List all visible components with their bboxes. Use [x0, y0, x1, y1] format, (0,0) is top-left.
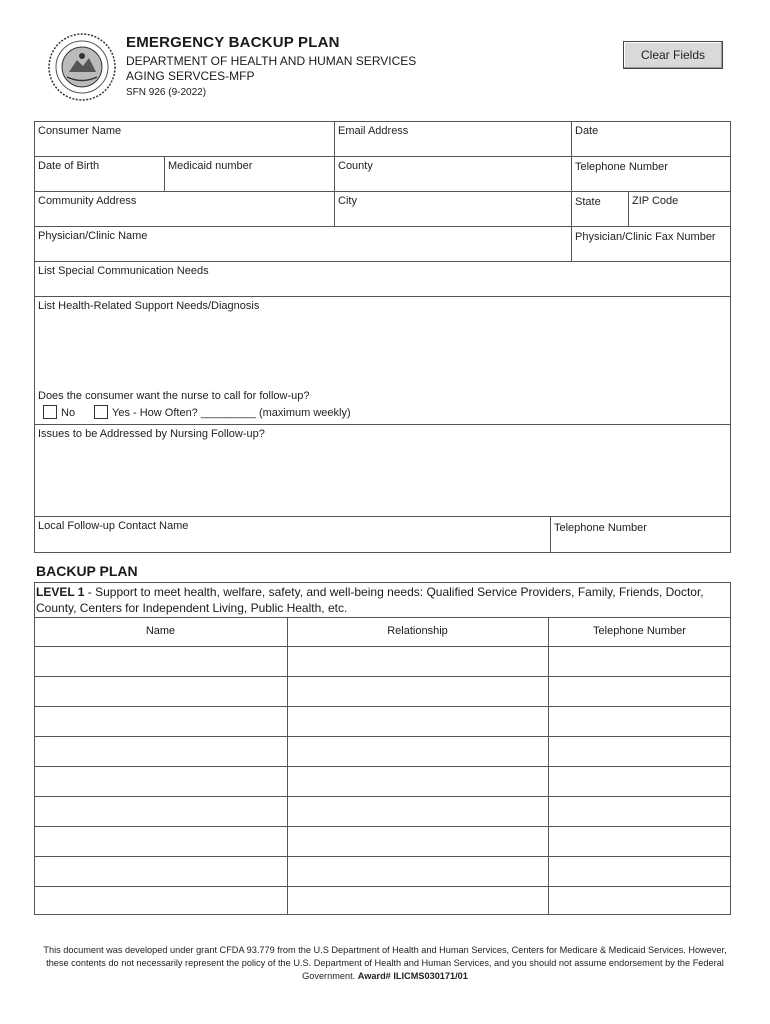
no-checkbox-label: No	[61, 407, 76, 419]
level-label: LEVEL 1	[36, 585, 85, 599]
dob-field[interactable]: Date of Birth	[38, 160, 100, 172]
local-contact-field[interactable]: Local Follow-up Contact Name	[38, 520, 189, 532]
column-header-telephone: Telephone Number	[593, 625, 686, 637]
state-field[interactable]: State	[575, 196, 601, 208]
table-row[interactable]	[34, 826, 731, 827]
table-row[interactable]	[34, 886, 731, 887]
consumer-name-field[interactable]: Consumer Name	[38, 125, 122, 137]
issues-field[interactable]: Issues to be Addressed by Nursing Follow-up?	[38, 428, 265, 440]
address-field[interactable]: Community Address	[38, 195, 137, 207]
email-field[interactable]: Email Address	[338, 125, 409, 137]
division-name: AGING SERVCES-MFP	[126, 69, 255, 83]
table-row[interactable]	[34, 736, 731, 737]
column-header-name: Name	[145, 625, 176, 637]
table-row[interactable]	[34, 766, 731, 767]
table-row[interactable]	[34, 646, 731, 647]
zip-field[interactable]: ZIP Code	[632, 195, 679, 207]
local-telephone-field[interactable]: Telephone Number	[554, 522, 647, 534]
grant-disclaimer	[40, 944, 730, 983]
backup-plan-title: BACKUP PLAN	[36, 563, 138, 579]
disclaimer-text: This document was developed under grant CFDA 93.779 from the U.S Department of Health and Human Services, Centers for Medicare & Medicaid Services. However, these contents do not necessarily represent the policy of the U.S. Department of Health and Human Services, and you should not assume endorsement by the Federal Government.	[43, 945, 727, 981]
form-number: SFN 926 (9-2022)	[126, 87, 207, 98]
consumer-info-form	[34, 121, 731, 553]
state-seal-logo	[47, 32, 117, 102]
medicaid-field[interactable]: Medicaid number	[168, 160, 253, 172]
level-1-description	[36, 584, 726, 616]
nurse-followup-question: Does the consumer want the nurse to call for follow-up?	[38, 390, 310, 402]
health-needs-field[interactable]: List Health-Related Support Needs/Diagnosis	[38, 300, 260, 312]
form-title: EMERGENCY BACKUP PLAN	[126, 34, 340, 51]
table-row[interactable]	[34, 706, 731, 707]
table-row[interactable]	[34, 796, 731, 797]
form-header	[126, 34, 416, 98]
yes-checkbox[interactable]	[94, 405, 108, 419]
communication-needs-field[interactable]: List Special Communication Needs	[38, 265, 209, 277]
telephone-field[interactable]: Telephone Number	[575, 161, 668, 173]
department-name: DEPARTMENT OF HEALTH AND HUMAN SERVICES	[126, 54, 417, 68]
level-text: - Support to meet health, welfare, safety, and well-being needs: Qualified Service Providers, Family, Friends, Doctor, County, Centers for Independent Living, Public Health, etc.	[36, 585, 704, 615]
physician-field[interactable]: Physician/Clinic Name	[38, 230, 148, 242]
physician-fax-field[interactable]: Physician/Clinic Fax Number	[575, 231, 716, 243]
date-field[interactable]: Date	[575, 125, 599, 137]
award-number: Award# ILICMS030171/01	[357, 971, 468, 981]
table-row[interactable]	[34, 856, 731, 857]
county-field[interactable]: County	[338, 160, 373, 172]
table-row[interactable]	[34, 676, 731, 677]
column-header-relationship: Relationship	[387, 625, 448, 637]
city-field[interactable]: City	[338, 195, 357, 207]
yes-checkbox-label: Yes - How Often? _________ (maximum weekly)	[112, 407, 351, 419]
no-checkbox[interactable]	[43, 405, 57, 419]
clear-fields-button[interactable]: Clear Fields	[623, 41, 723, 69]
